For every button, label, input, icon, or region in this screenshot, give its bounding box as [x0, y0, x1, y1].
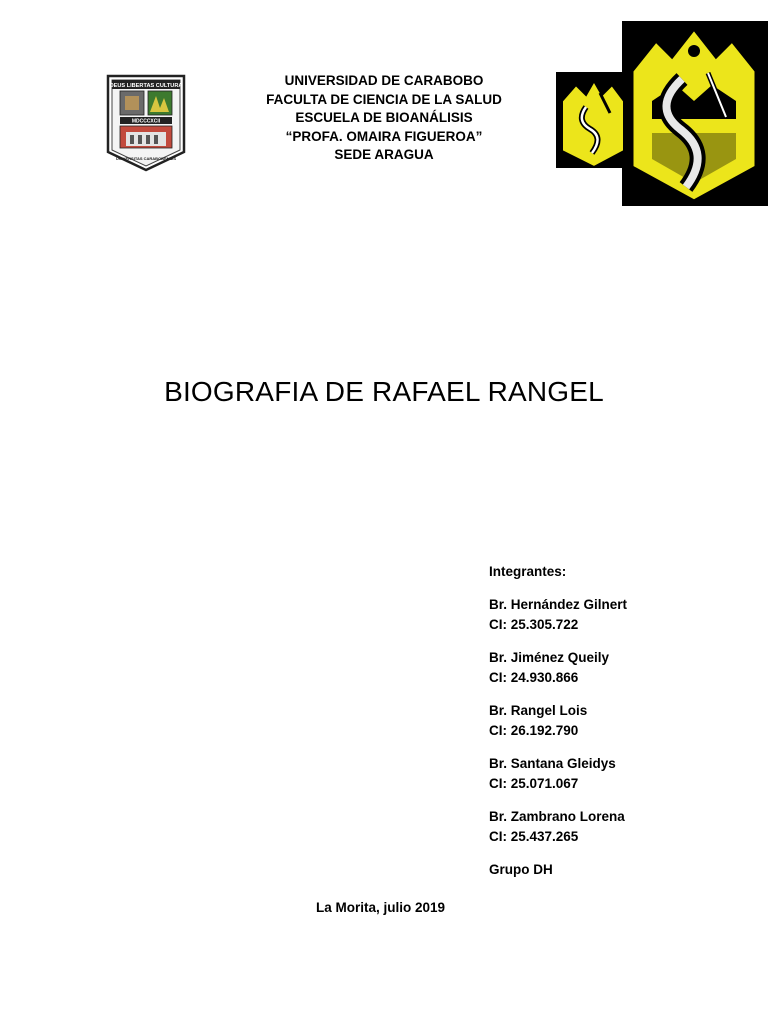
members-block [489, 562, 749, 880]
member-item [489, 754, 749, 794]
member-name: Br. Zambrano Lorena [489, 809, 625, 824]
place-date: La Morita, julio 2019 [316, 900, 446, 915]
group-label: Grupo DH [489, 862, 553, 877]
member-name: Br. Hernández Gilnert [489, 597, 628, 612]
header-line-university: UNIVERSIDAD DE CARABOBO [284, 73, 484, 88]
header-line-campus: SEDE ARAGUA [334, 147, 434, 162]
member-ci: CI: 26.192.790 [489, 723, 579, 738]
header-line-faculty: FACULTA DE CIENCIA DE LA SALUD [266, 91, 502, 107]
crest-ring-text: UNIVERSITAS CARABOBENSIS [115, 156, 177, 161]
member-ci: CI: 25.437.265 [489, 829, 579, 844]
institution-header [230, 72, 538, 165]
header-line-profa: “PROFA. OMAIRA FIGUEROA” [285, 128, 483, 144]
member-ci: CI: 25.071.067 [489, 776, 579, 791]
crest-motto: DEUS LIBERTAS CULTURA [109, 83, 183, 89]
member-name: Br. Jiménez Queily [489, 650, 610, 665]
member-name: Br. Rangel Lois [489, 703, 588, 718]
members-label: Integrantes: [489, 564, 567, 579]
crest-year-band: MDCCCXCII [131, 118, 161, 125]
faculty-logo [556, 21, 768, 206]
member-item [489, 648, 749, 688]
member-ci: CI: 24.930.866 [489, 670, 579, 685]
member-item [489, 595, 749, 635]
document-title: BIOGRAFIA DE RAFAEL RANGEL [164, 376, 604, 407]
member-ci: CI: 25.305.722 [489, 617, 579, 632]
member-item [489, 701, 749, 741]
header-line-school: ESCUELA DE BIOANÁLISIS [295, 110, 473, 125]
member-name: Br. Santana Gleidys [489, 756, 616, 771]
member-item [489, 807, 749, 847]
university-crest-logo [106, 74, 186, 172]
